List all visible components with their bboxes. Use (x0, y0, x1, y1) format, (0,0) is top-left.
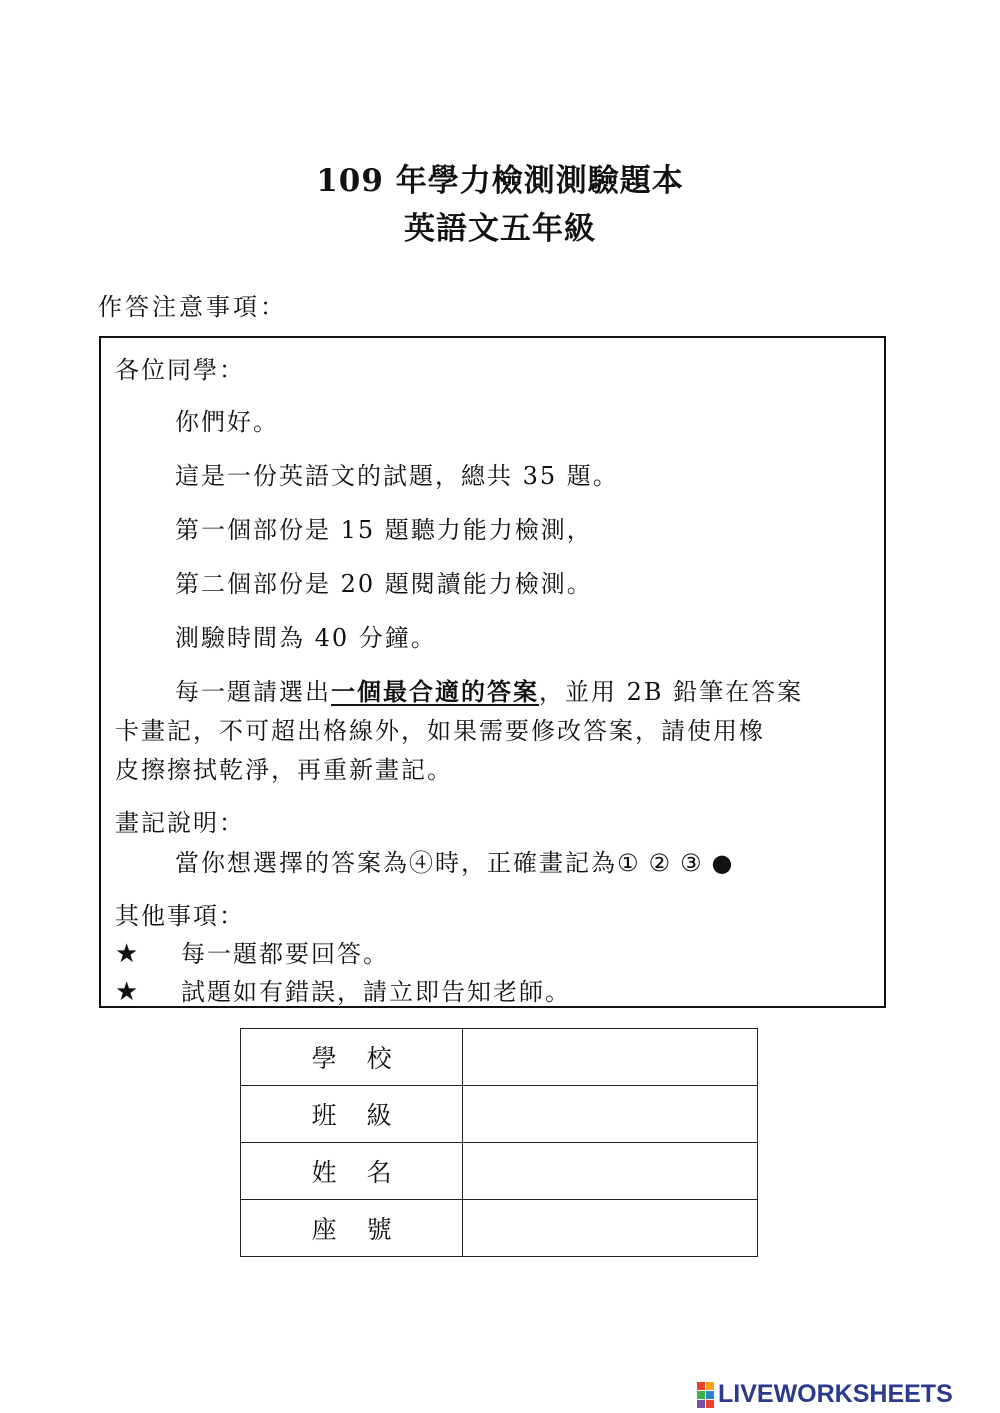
logo-block (697, 1391, 705, 1399)
notice-part1: 第一個部份是 15 題聽力能力檢測， (175, 516, 593, 544)
table-row (241, 1086, 758, 1143)
student-info-table (240, 1028, 758, 1257)
bubble-2-icon: ② (648, 849, 673, 877)
school-label: 學校 (241, 1029, 463, 1086)
class-label: 班級 (241, 1086, 463, 1143)
liveworksheets-text: LIVEWORKSHEETS (718, 1380, 953, 1408)
liveworksheets-logo[interactable] (697, 1380, 953, 1409)
bubble-filled-icon: ● (711, 849, 735, 877)
logo-block (706, 1400, 714, 1408)
liveworksheets-mark-icon (697, 1382, 714, 1408)
notice-total-questions: 這是一份英語文的試題，總共 35 題。 (175, 462, 619, 490)
marking-text: 當你想選擇的答案為④時，正確畫記為 (175, 849, 617, 877)
star-icon: ★ (115, 977, 141, 1007)
logo-block (697, 1400, 705, 1408)
seat-number-field[interactable] (463, 1200, 758, 1257)
logo-block (697, 1382, 705, 1390)
instruction-suffix: ，並用 2B 鉛筆在答案 (539, 678, 804, 706)
bubble-3-icon: ③ (680, 849, 704, 877)
bullet-text: 每一題都要回答。 (181, 940, 389, 968)
exam-subtitle: 英語文五年級 (404, 211, 596, 247)
seat-number-label: 座號 (241, 1200, 463, 1257)
marking-instruction (175, 843, 735, 878)
name-label: 姓名 (241, 1143, 463, 1200)
bullet-item (115, 934, 389, 969)
notice-hello: 你們好。 (175, 408, 279, 436)
notice-time: 測驗時間為 40 分鐘。 (175, 624, 437, 652)
notice-greeting: 各位同學： (115, 356, 245, 384)
name-field[interactable] (463, 1143, 758, 1200)
notice-heading: 作答注意事項： (98, 293, 287, 321)
marking-heading: 畫記說明： (115, 809, 245, 837)
bullet-text: 試題如有錯誤，請立即告知老師。 (181, 978, 571, 1006)
exam-title: 109 年學力檢測測驗題本 (316, 163, 684, 199)
notice-box (99, 336, 886, 1008)
notice-part2: 第二個部份是 20 題閱讀能力檢測。 (175, 570, 593, 598)
class-field[interactable] (463, 1086, 758, 1143)
notice-instruction-line1 (175, 672, 803, 707)
school-field[interactable] (463, 1029, 758, 1086)
instruction-prefix: 每一題請選出 (175, 678, 331, 706)
star-icon: ★ (115, 939, 141, 969)
logo-block (706, 1382, 714, 1390)
notice-instruction-line2: 卡畫記，不可超出格線外，如果需要修改答案，請使用橡 (115, 717, 765, 745)
table-row (241, 1029, 758, 1086)
table-row (241, 1143, 758, 1200)
bubble-1-icon: ① (617, 849, 641, 877)
logo-block (706, 1391, 714, 1399)
other-heading: 其他事項： (115, 902, 245, 930)
table-row (241, 1200, 758, 1257)
instruction-emphasis: 一個最合適的答案 (331, 677, 539, 706)
bullet-item (115, 972, 571, 1007)
notice-instruction-line3: 皮擦擦拭乾淨，再重新畫記。 (115, 756, 453, 784)
